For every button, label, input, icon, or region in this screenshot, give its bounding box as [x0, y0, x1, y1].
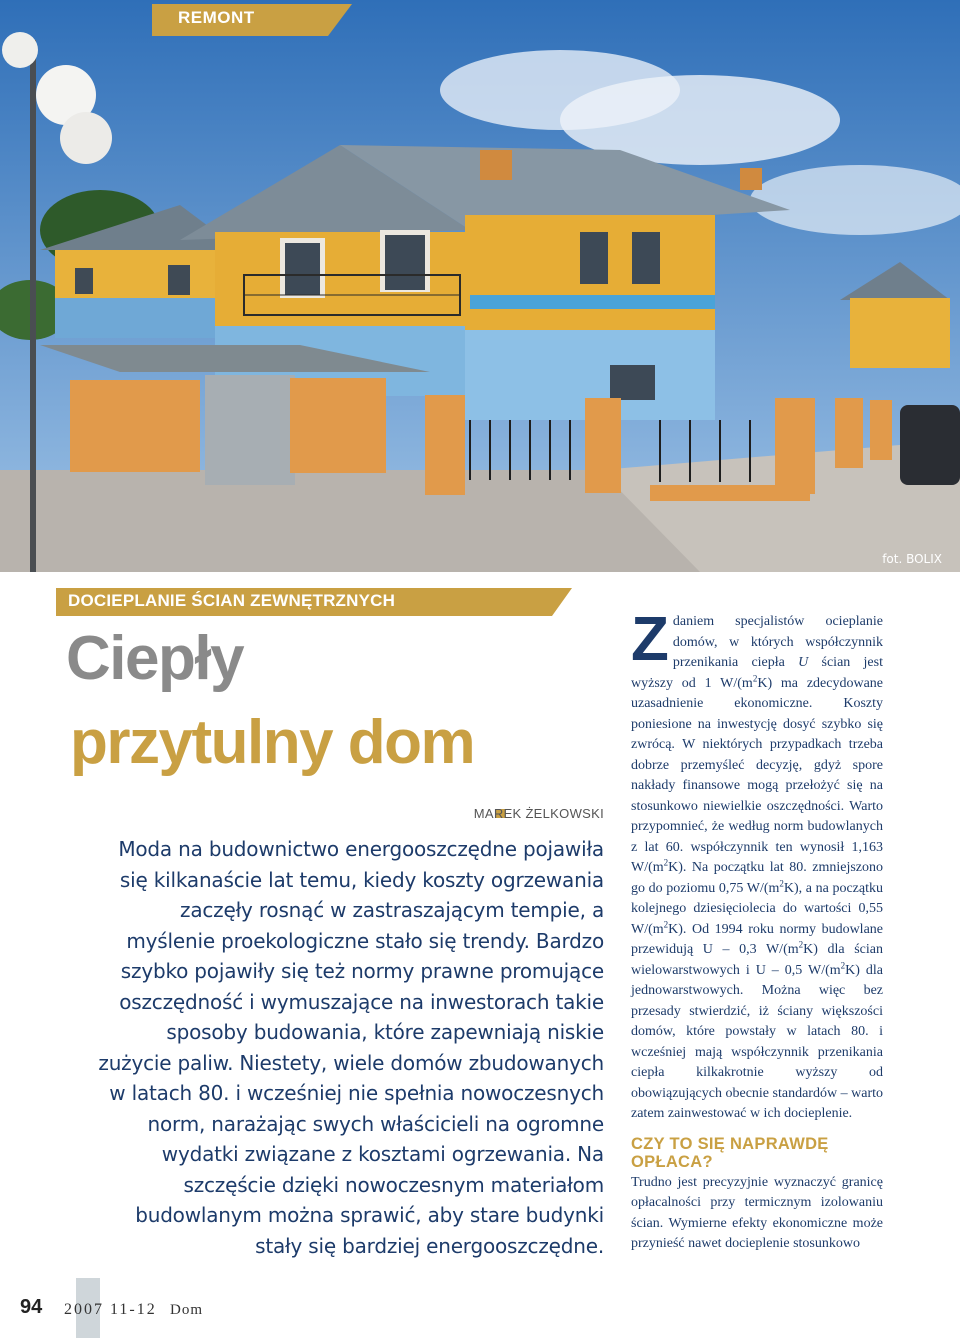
issue-date: 2007 11-12 — [64, 1301, 157, 1318]
lead-paragraph: Moda na budownictwo energooszczędne pojawiła się kilkanaście lat temu, kiedy koszty ogrzewania zaczęły rosnąć w zastraszającym tempie, a myślenie proekologiczne stało się trendy. Bardzo szybko pojawiły się też normy prawne promujące oszczędność i wymuszające na inwestorach takie sposoby budowania, które zapewniają niskie zużycie paliw. Niestety, wiele domów zbudowanych w latach 80. i wcześniej nie spełnia nowoczesnych norm, narażając swych właścicieli na ogromne wydatki związane z kosztami ogrzewania. Na szczęście dzięki nowoczesnym materiałom budowlanym można sprawić, aby stare budynki stały się bardziej energooszczędne. — [98, 837, 604, 1258]
magazine-logo: Dom — [170, 1302, 203, 1318]
body-paragraph-1: Zdaniem specjalistów ocieplanie domów, w których współczynnik przenikania ciepła U ścian jest wyższy od 1 $W/(m^2K)$ ma zdecydowane uzasadnienie ekonomiczne. Koszty poniesione na inwestycję dosyć szybko się zwrócą. W niektórych przypadkach trzeba dobrze przemyśleć decyzję, gdyż spore nakłady finansowe mogą przełożyć się na stosunkowo niewielkie oszczędności. Warto przypomnieć, że według norm budowlanych z lat 60. współczynnik ten wynosił 1,163 $W/(m^2K)$. Na początku lat 80. zmniejszono go do poziomu 0,75 $W/(m^2K)$, a na początku kolejnego dziesięciolecia do wartości 0,55 $W/(m^2K)$. Od 1994 roku normy budowlane przewidują U – 0,3 $W/(m^2K)$ dla ścian wielowarstwowych i U – 0,5 $W/(m^2K)$ dla jednowarstwowych. Można więc bez przesady stwierdzić, iż ściany większości domów, które powstały w latach 80. i wcześniej mają współczynnik przenikania ciepła kilkakrotnie wyższy od obowiązujących obecnie standardów – warto zatem zainwestować w ich docieplenie. — [631, 605, 884, 1121]
kicker-text: DOCIEPLANIE ŚCIAN ZEWNĘTRZNYCH — [68, 591, 396, 610]
page-number: 94 — [20, 1296, 43, 1318]
author-name: MAREK ŻELKOWSKI — [473, 806, 604, 821]
subheading: CZY TO SIĘ NAPRAWDĘ OPŁACA? — [631, 1134, 829, 1171]
photo-credit: fot. BOLIX — [882, 552, 942, 566]
drop-cap: Z — [631, 605, 669, 674]
body-column — [631, 605, 884, 1255]
title-line-2: przytulny dom — [70, 708, 475, 777]
title-line-1: Ciepły — [66, 624, 244, 693]
body-paragraph-2: Trudno jest precyzyjnie wyznaczyć granicę opłacalności przy termicznym izolowaniu ścian. Wymierne efekty ekonomiczne może przynieść nawet docieplenie stosunkowo — [631, 1174, 883, 1251]
section-tag: REMONT — [178, 8, 255, 27]
house-photo — [0, 0, 960, 572]
